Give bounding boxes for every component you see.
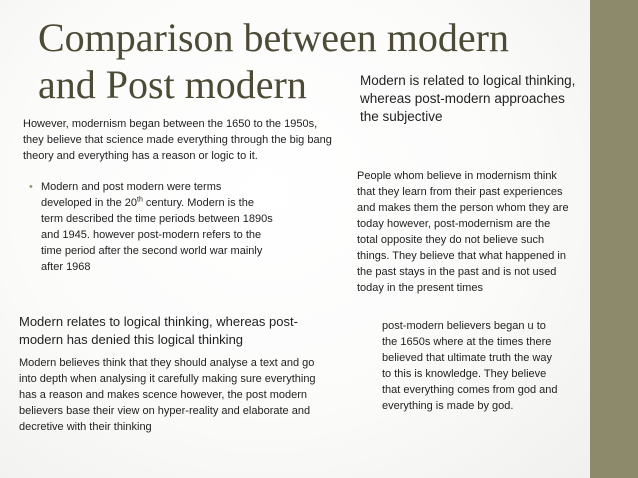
- bullet-superscript: th: [137, 196, 143, 204]
- title-line-2: and Post modern: [38, 62, 307, 107]
- logical-thinking-note: Modern is related to logical thinking, whereas post-modern approaches the subjective: [360, 73, 576, 124]
- bullet-icon: •: [29, 181, 33, 193]
- logical-thinking-heading: Modern relates to logical thinking, whereas post-modern has denied this logical thinking: [19, 314, 298, 347]
- analysis-paragraph: Modern believes think that they should analyse a text and go into depth when analysing it carefully making sure everything has a reason and makes scence however, the post modern believers base their view on hyper-reality and elaborate and decretive with their thinking: [19, 357, 316, 433]
- modernism-beliefs-paragraph: People whom believe in modernism think that they learn from their past experiences and makes them the person whom they are today however, post-modernism are the total opposite they do not believe such things. They believe that what happened in the past stays in the past and is not used today in the present times: [357, 170, 569, 294]
- bullet-text-part1: Modern and post modern were terms developed in the 20: [41, 181, 222, 209]
- bullet-list-item: [23, 179, 273, 275]
- decorative-sidebar: [590, 0, 638, 478]
- bullet-text-part2: century. Modern is the term described the time periods between 1890s and 1945. however post-modern refers to the time period after the second world war mainly after 1968: [41, 197, 273, 273]
- title-line-1: Comparison between modern: [38, 15, 509, 60]
- bullet-text: [41, 179, 273, 275]
- modernism-history-paragraph: However, modernism began between the 1650 to the 1950s, they believe that science made everything through the big bang theory and everything has a reason or logic to it.: [23, 118, 332, 162]
- postmodern-believers-paragraph: post-modern believers began u to the 1650s where at the times there believed that ultimate truth the way to this is knowledge. They believe that everything comes from god and everything is made by god.: [382, 320, 558, 412]
